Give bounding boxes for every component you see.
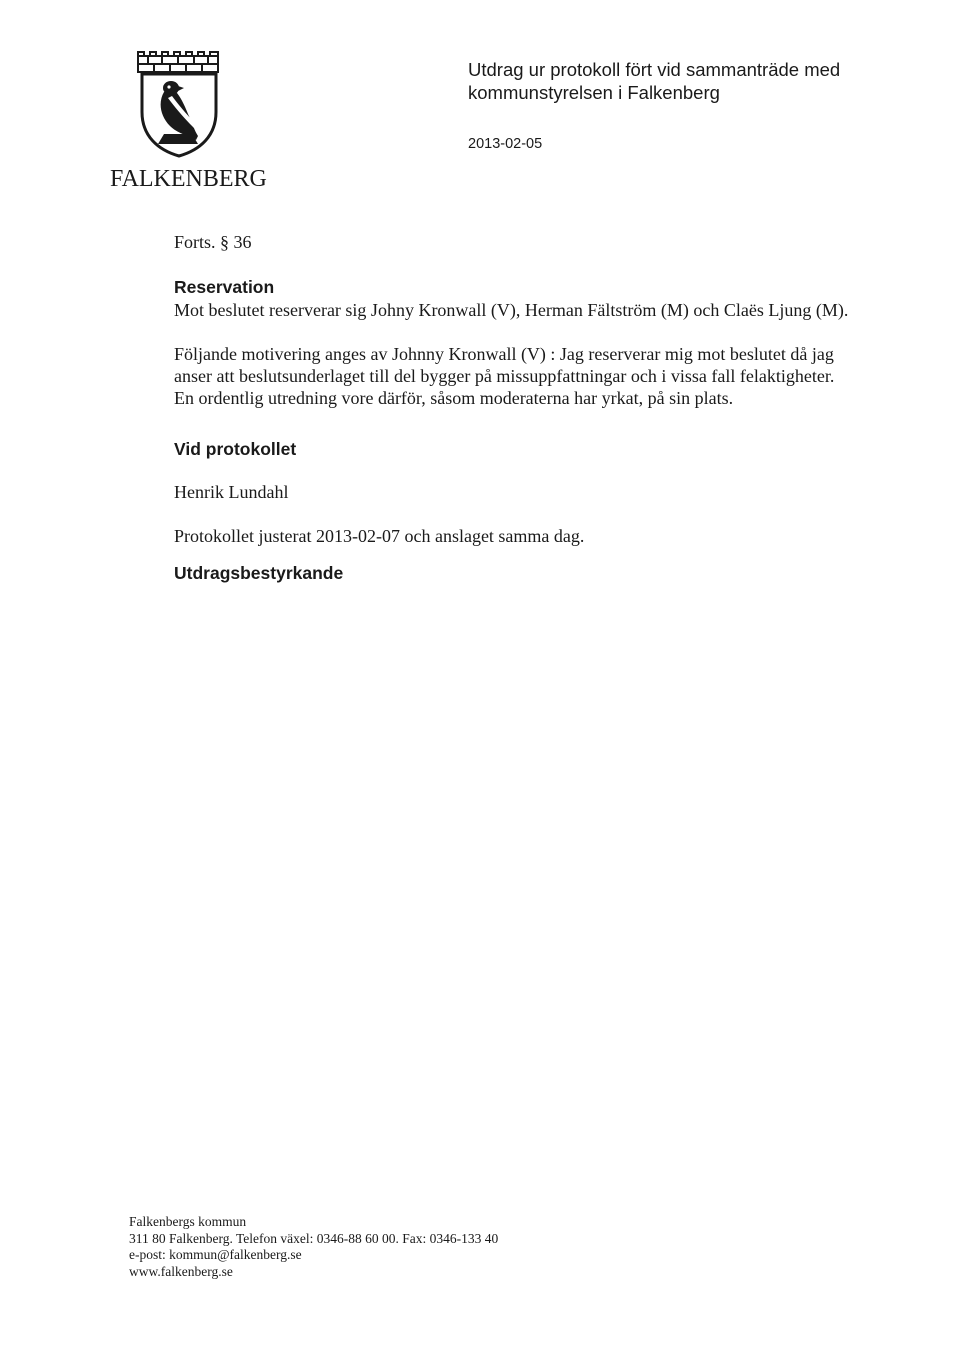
document-title: Utdrag ur protokoll fört vid sammanträde med kommunstyrelsen i Falkenberg xyxy=(468,59,841,103)
vid-protokollet-heading: Vid protokollet xyxy=(174,439,297,459)
section-reference: Forts. § 36 xyxy=(174,232,252,252)
document-body xyxy=(174,232,854,585)
adjustment-text: Protokollet justerat 2013-02-07 och anslaget samma dag. xyxy=(174,526,585,546)
footer-org: Falkenbergs kommun xyxy=(129,1214,247,1229)
secretary-name: Henrik Lundahl xyxy=(174,482,289,502)
motivation-text: Följande motivering anges av Johnny Kronwall (V) : Jag reserverar mig mot beslutet då jag anser att beslutsunderlaget till del bygger på missuppfattningar och i vissa fall felaktigheter. En ordentlig utredning vore därför, såsom moderaterna har yrkat, på sin plats. xyxy=(174,344,835,408)
footer-email: e-post: kommun@falkenberg.se xyxy=(129,1247,302,1262)
falkenberg-coat-of-arms-icon xyxy=(134,50,224,162)
certification-heading: Utdragsbestyrkande xyxy=(174,563,344,583)
reservation-text: Mot beslutet reserverar sig Johny Kronwall (V), Herman Fältström (M) och Claës Ljung (M). xyxy=(174,300,849,320)
footer-address-phone: 311 80 Falkenberg. Telefon växel: 0346-88 60 00. Fax: 0346-133 40 xyxy=(129,1230,499,1246)
document-date: 2013-02-05 xyxy=(468,136,543,152)
footer xyxy=(129,1214,498,1280)
reservation-heading: Reservation xyxy=(174,277,275,297)
municipality-name: FALKENBERG xyxy=(110,166,267,192)
footer-web: www.falkenberg.se xyxy=(129,1263,233,1279)
